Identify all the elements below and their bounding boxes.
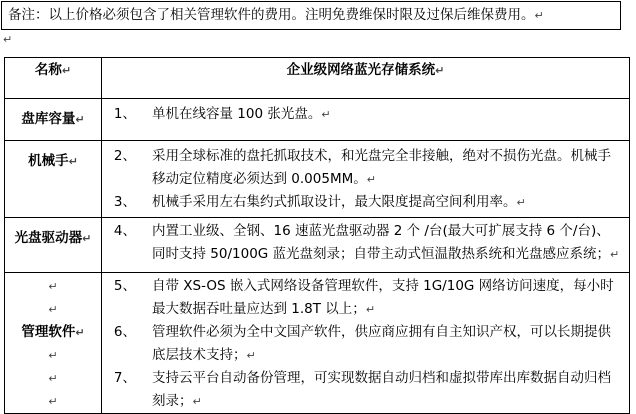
return-mark-icon: ↵: [610, 248, 620, 261]
table-row: [5, 141, 630, 218]
table-row: [5, 273, 630, 414]
item-number: 7、: [113, 370, 136, 386]
header-name-cell: [5, 58, 102, 99]
return-mark-icon: ↵: [61, 64, 72, 77]
item-number: 1、: [113, 106, 136, 122]
return-mark-icon: ↵: [68, 155, 78, 168]
item-text: 机械手采用左右集约式抓取设计，最大限度提高空间利用率。: [152, 194, 517, 210]
item-text: 管理软件必须为全中文国产软件，供应商应拥有自主知识产权，可以长期提供底层技术支持；: [152, 324, 611, 363]
table-header-row: [5, 58, 630, 99]
return-mark-icon: ↵: [366, 173, 376, 186]
note-text: 备注：以上价格必须包含了相关管理软件的费用。注明免费维保时限及过保后维保费用。: [8, 7, 535, 23]
return-mark-icon: ↵: [48, 395, 58, 408]
list-item: [102, 275, 629, 321]
list-item: [102, 367, 629, 413]
return-mark-icon: ↵: [3, 33, 13, 46]
return-mark-icon: ↵: [48, 349, 58, 362]
return-mark-icon: ↵: [365, 303, 376, 316]
item-text: 支持云平台自动备份管理，可实现数据自动归档和虚拟带库出库数据自动归档刻录；: [152, 370, 611, 409]
header-system-label: 企业级网络蓝光存储系统: [286, 62, 436, 78]
row-name-cell: [5, 218, 102, 273]
list-item: [102, 103, 629, 126]
item-text: 采用全球标准的盘托抓取技术，和光盘完全非接触，绝对不损伤光盘。机械手移动定位精度必须达到 0.005MM。: [152, 148, 611, 187]
return-mark-icon: ↵: [534, 9, 544, 22]
item-text: 内置工业级、全钢、16 速蓝光盘驱动器 2 个 /台(最大可扩展支持 6 个/台)、同时支持 50/100G 蓝光盘刻录；自带主动式恒温散热系统和光盘感应系统；: [152, 223, 611, 262]
return-mark-icon: ↵: [75, 326, 85, 339]
return-mark-icon: ↵: [82, 232, 92, 245]
header-system-cell: [102, 58, 630, 99]
note-box: [1, 1, 621, 30]
row-content-cell: [102, 141, 630, 218]
return-mark-icon: ↵: [516, 196, 526, 209]
row-name-label: 管理软件: [21, 324, 76, 340]
item-number: 2、: [113, 148, 136, 164]
row-content-cell: [102, 273, 630, 414]
row-name-cell: [5, 141, 102, 218]
item-text-wrap: [152, 220, 629, 266]
table-row: [5, 99, 630, 141]
list-item: [102, 191, 629, 214]
item-number: 6、: [113, 324, 136, 340]
item-text-wrap: [152, 191, 629, 214]
return-mark-icon: ↵: [48, 303, 58, 316]
row-content-cell: [102, 218, 630, 273]
row-name-label: 盘库容量: [21, 111, 76, 127]
row-name-cell: [5, 99, 102, 141]
row-name-lines: [5, 273, 101, 413]
item-text-wrap: [152, 103, 629, 126]
return-mark-icon: ↵: [48, 372, 58, 385]
item-text-wrap: [152, 367, 629, 413]
return-mark-icon: ↵: [246, 349, 256, 362]
item-number: 5、: [113, 278, 136, 294]
item-text-wrap: [152, 321, 629, 367]
return-mark-icon: ↵: [75, 113, 85, 126]
spec-table: [4, 57, 630, 414]
table-row: [5, 218, 630, 273]
item-text: 自带 XS-OS 嵌入式网络设备管理软件，支持 1G/10G 网络访问速度，每小时最大数据吞吐量应达到 1.8T 以上；: [152, 278, 614, 317]
row-name-cell: [5, 273, 102, 414]
list-item: [102, 220, 629, 266]
header-name-label: 名称: [34, 62, 62, 78]
return-mark-icon: ↵: [435, 64, 445, 77]
item-number: 3、: [113, 194, 136, 210]
item-text-wrap: [152, 145, 629, 191]
row-name-label: 机械手: [28, 153, 69, 169]
row-content-cell: [102, 99, 630, 141]
row-name-label: 光盘驱动器: [14, 230, 83, 246]
return-mark-icon: ↵: [321, 108, 331, 121]
return-mark-icon: ↵: [48, 280, 58, 293]
return-mark-icon: ↵: [192, 395, 202, 408]
item-text-wrap: [152, 275, 629, 321]
item-text: 单机在线容量 100 张光盘。: [152, 106, 322, 122]
list-item: [102, 321, 629, 367]
item-number: 4、: [113, 223, 136, 239]
list-item: [102, 145, 629, 191]
